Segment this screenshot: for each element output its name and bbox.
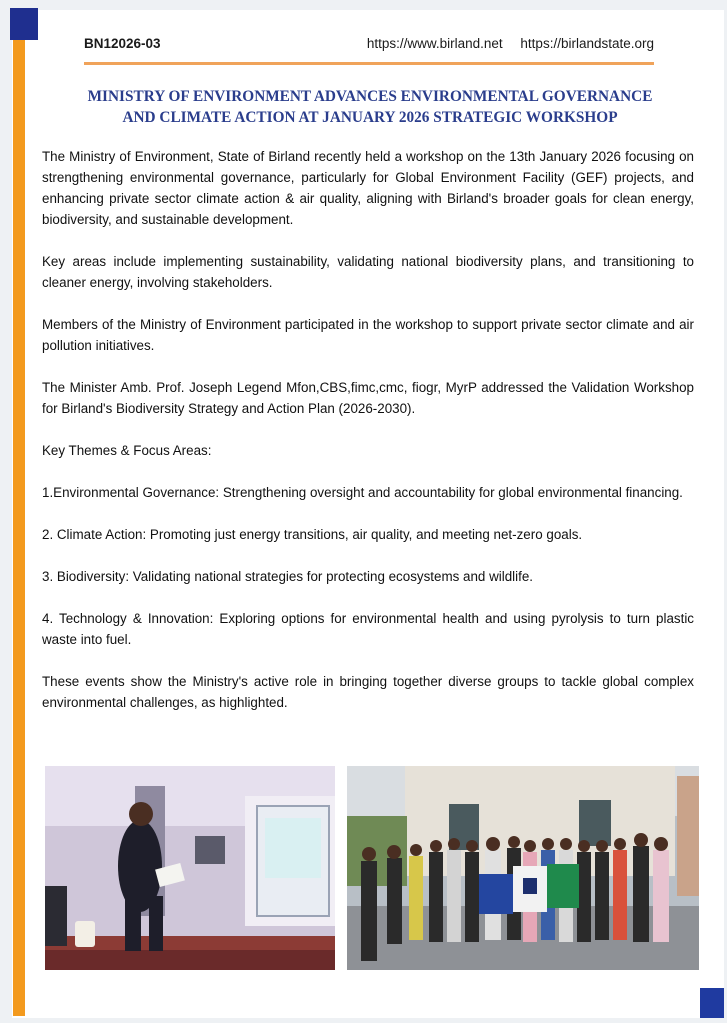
paragraph-key-areas: Key areas include implementing sustainability, validating national biodiversity plans, and transitioning to cleaner energy, involving stakeholders. [42,254,694,290]
article-body [42,146,694,734]
paragraph-members: Members of the Ministry of Environment participated in the workshop to support private sector climate and air pollution initiatives. [42,317,694,353]
url-link-2[interactable]: https://birlandstate.org [520,36,654,51]
left-accent-bar [13,40,25,1016]
header-urls [353,36,654,51]
corner-decoration-bottom [700,988,724,1018]
paragraph-minister: The Minister Amb. Prof. Joseph Legend Mfon,CBS,fimc,cmc, fiogr, MyrP addressed the Validation Workshop for Birland's Biodiversity Strategy and Action Plan (2026-2030). [42,380,694,416]
document-code: BN12026-03 [84,36,161,51]
corner-decoration-top [10,8,38,40]
photo-minister-speaking [45,766,335,970]
paragraph-theme-4: 4. Technology & Innovation: Exploring options for environmental health and using pyrolysis to turn plastic waste into fuel. [42,611,694,647]
page-header [84,34,654,56]
title-line-1: MINISTRY OF ENVIRONMENT ADVANCES ENVIRONMENTAL GOVERNANCE [87,88,653,105]
paragraph-intro: The Ministry of Environment, State of Birland recently held a workshop on the 13th January 2026 focusing on strengthening environmental governance, particularly for Global Environment Facility (GEF) projects, and enhancing private sector climate action & air quality, aligning with Birland's broader goals for clean energy, biodiversity, and sustainable development. [42,149,694,227]
url-link-1[interactable]: https://www.birland.net [366,36,503,51]
paragraph-theme-1: 1.Environmental Governance: Strengthening oversight and accountability for global environmental financing. [42,485,683,500]
header-divider [84,62,654,65]
paragraph-theme-3: 3. Biodiversity: Validating national strategies for protecting ecosystems and wildlife. [42,569,533,584]
paragraph-themes-heading: Key Themes & Focus Areas: [42,443,212,458]
paragraph-theme-2: 2. Climate Action: Promoting just energy transitions, air quality, and meeting net-zero goals. [42,527,583,542]
title-line-2: AND CLIMATE ACTION AT JANUARY 2026 STRATEGIC WORKSHOP [122,109,618,126]
paragraph-conclusion: These events show the Ministry's active role in bringing together diverse groups to tackle global complex environmental challenges, as highlighted. [42,674,694,710]
page-title [60,86,680,128]
photo-group-outdoors [347,766,699,970]
